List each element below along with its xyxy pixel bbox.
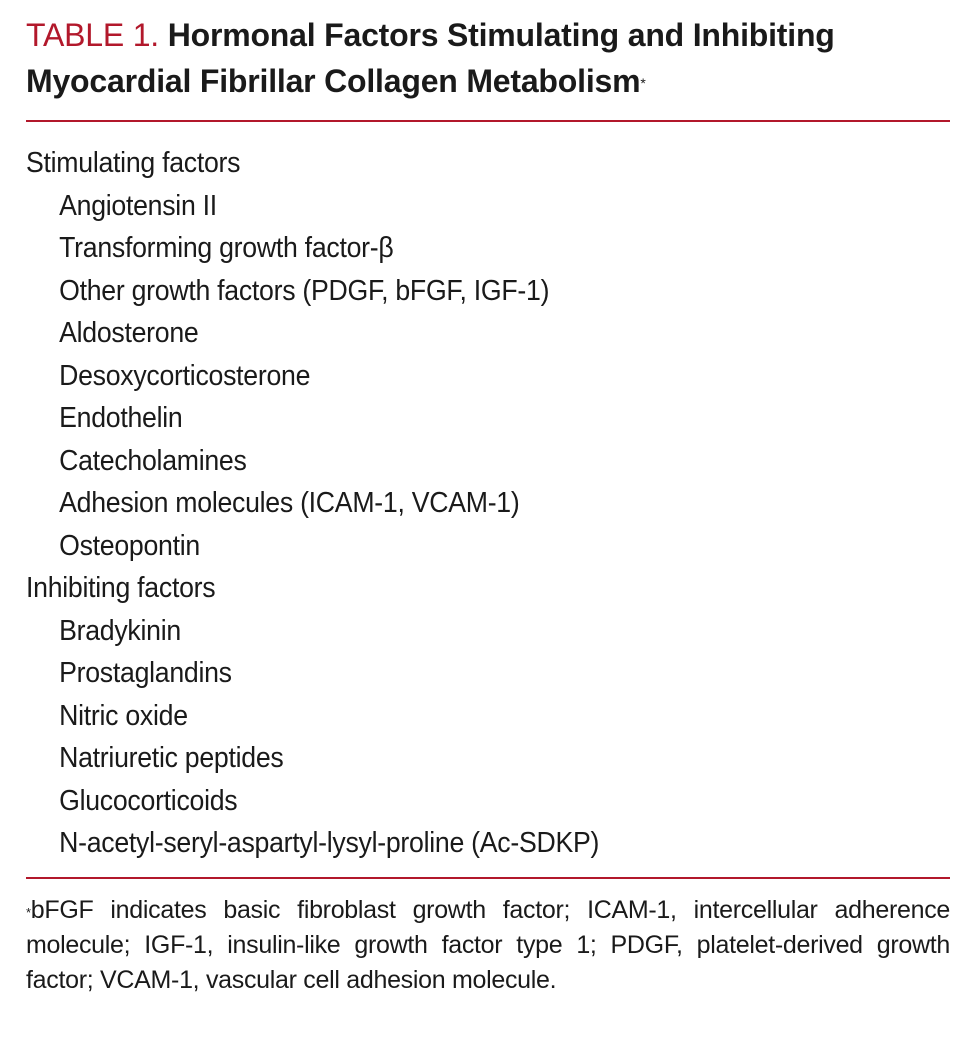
table-title xyxy=(26,12,950,104)
table-label: TABLE 1. xyxy=(26,17,159,53)
factor-item: Aldosterone xyxy=(59,317,199,349)
factor-item: Endothelin xyxy=(59,402,183,434)
table-title-text: Hormonal Factors Stimulating and Inhibiting Myocardial Fibrillar Collagen Metabolism xyxy=(26,17,835,99)
factor-item: Desoxycorticosterone xyxy=(59,359,311,392)
factor-item: Bradykinin xyxy=(59,614,181,647)
factor-item: N-acetyl-seryl-aspartyl-lysyl-proline (Ac-SDKP) xyxy=(59,827,600,859)
factor-item: Nitric oxide xyxy=(59,699,188,732)
factor-item: Other growth factors (PDGF, bFGF, IGF-1) xyxy=(59,274,550,307)
factor-item: Angiotensin II xyxy=(59,189,217,222)
table-container xyxy=(26,12,950,998)
factor-item: Transforming growth factor-β xyxy=(59,232,394,264)
factor-item: Adhesion molecules (ICAM-1, VCAM-1) xyxy=(59,487,520,519)
factor-item: Glucocorticoids xyxy=(59,784,238,817)
footnote-text: bFGF indicates basic fibroblast growth factor; ICAM-1, intercellular adherence molecule; IGF-1, insulin-like growth factor type 1; PDGF, platelet-derived growth factor; VCAM-1, vascular cell adhesion molecule. xyxy=(26,895,950,994)
group-heading: Stimulating factors xyxy=(26,147,241,179)
table-footnote xyxy=(26,879,950,998)
title-footnote-mark: * xyxy=(640,75,646,91)
table-body xyxy=(26,122,950,877)
factor-item: Prostaglandins xyxy=(59,657,232,689)
footnote-mark: * xyxy=(26,904,31,920)
factor-item: Natriuretic peptides xyxy=(59,742,284,774)
group-heading: Inhibiting factors xyxy=(26,572,216,604)
factor-item: Catecholamines xyxy=(59,444,247,477)
factor-item: Osteopontin xyxy=(59,529,200,562)
